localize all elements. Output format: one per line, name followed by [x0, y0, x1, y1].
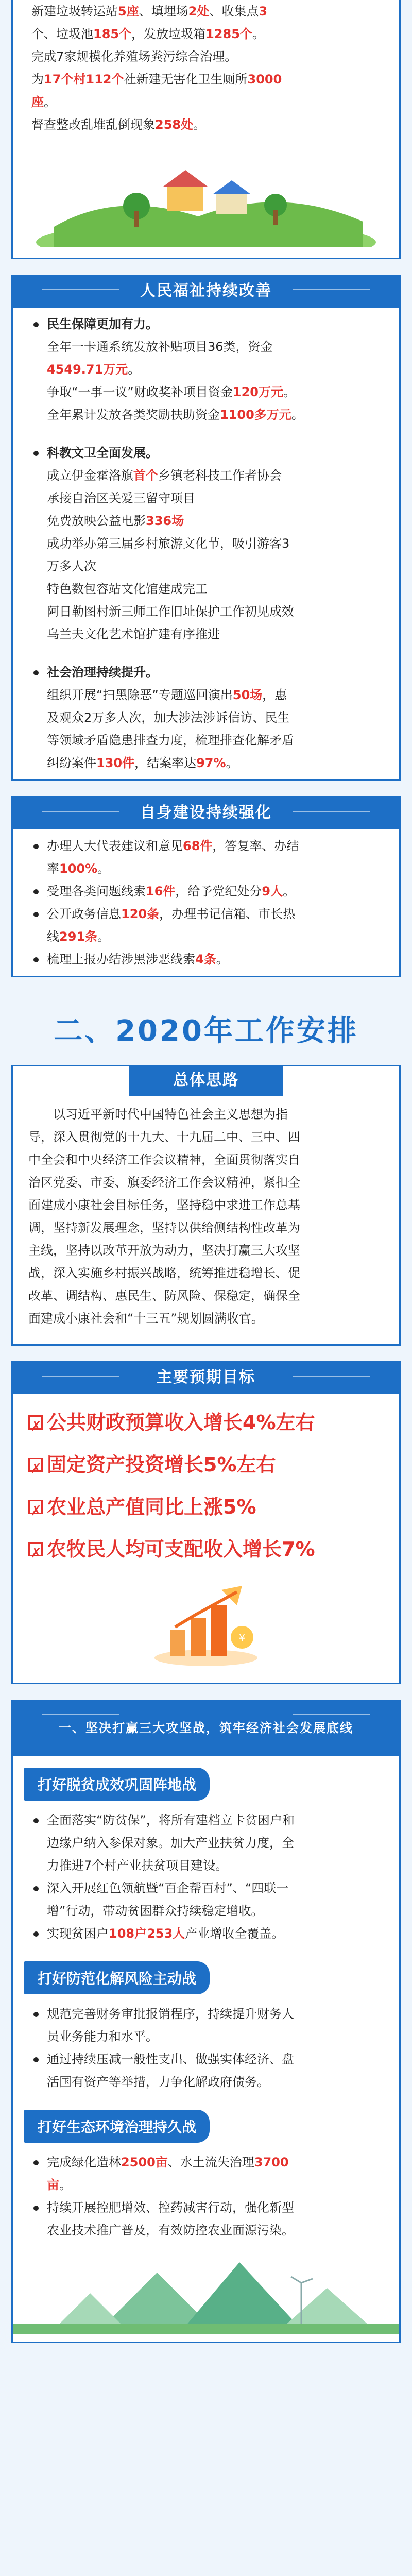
self-item-cont — [33, 857, 379, 880]
approach-line: 面建成小康社会和“十三五”规划圆满收官。 — [28, 1311, 264, 1326]
approach-line: 以习近平新时代中国特色社会主义思想为指 — [53, 1107, 288, 1122]
text: ，给予党纪处分 — [175, 884, 262, 899]
highlight: 1285个 — [205, 27, 252, 41]
welfare-line: 特色数包容站文化馆建成完工 — [47, 582, 208, 596]
self-item — [33, 880, 379, 903]
top-line-5 — [31, 91, 381, 113]
check-icon — [28, 1542, 43, 1556]
top-line-3: 完成7家规模化养殖场粪污综合治理。 — [31, 49, 237, 64]
section-title-self: 自身建设持续强化 — [11, 796, 401, 829]
welfare-line — [33, 464, 379, 487]
battle-item: 通过持续压减一般性支出、做强实体经济、盘 — [33, 2048, 379, 2071]
battle-tag: 打好防范化解风险主动战 — [24, 1961, 210, 1994]
welfare-line — [33, 684, 379, 706]
text: 、水土流失治理 — [167, 2155, 254, 2170]
top-line-2 — [31, 23, 381, 45]
text: 组织开展“扫黑除恶”专题巡回演出 — [47, 688, 233, 702]
village-scene-icon — [13, 144, 399, 247]
highlight: 68件 — [183, 839, 213, 853]
highlight: 120条 — [121, 907, 160, 921]
check-icon — [28, 1415, 43, 1430]
goal-item — [13, 1528, 399, 1570]
text: ，办理书记信箱、市长热 — [159, 907, 296, 921]
battle-item-cont: 活国有资产等举措，力争化解政府债务。 — [47, 2075, 269, 2089]
landscape-illustration — [13, 2252, 399, 2336]
highlight: 1100多万元 — [220, 408, 291, 422]
text: 乡镇老科技工作者协会 — [158, 468, 282, 483]
approach-line: 治区党委、市委、旗委经济工作会议精神，紧扣全 — [28, 1175, 300, 1190]
welfare-group-head: 科教文卫全面发展。 — [33, 442, 379, 464]
text: 梳理上报办结涉黑涉恶线索 — [47, 952, 195, 967]
battle-item-cont: 增”行动，带动贫困群众持续稳定增收。 — [47, 1904, 264, 1918]
text: ，答复率、办结 — [212, 839, 299, 853]
text: 。 — [44, 95, 56, 109]
spacer — [33, 646, 379, 661]
highlight: 座 — [31, 95, 44, 109]
text: 成立伊金霍洛旗 — [47, 468, 133, 483]
text: 线 — [47, 929, 59, 944]
welfare-line: 承接自治区关爱三留守项目 — [47, 491, 195, 505]
approach-line: 主线，坚持以改革开放为动力，坚决打赢三大攻坚 — [28, 1243, 300, 1258]
svg-text:¥: ¥ — [238, 1632, 246, 1644]
text: 受理各类问题线索 — [47, 884, 146, 899]
welfare-group-head: 民生保障更加有力。 — [33, 313, 379, 335]
text: 、填埋场 — [139, 4, 188, 19]
text: 。 — [193, 117, 206, 132]
growth-illustration — [13, 1581, 399, 1670]
welfare-line: 等领域矛盾隐患排查力度，梳理排查化解矛盾 — [47, 733, 294, 748]
village-illustration — [13, 144, 399, 247]
battle-item-cont: 边缘户纳入参保对象。加大产业扶贫力度，全 — [47, 1836, 294, 1850]
text: 产业增收全覆盖。 — [185, 1926, 284, 1941]
text: 社新建无害化卫生厕所 — [124, 72, 248, 87]
goal-text: 农业总产值同比上涨5% — [47, 1496, 256, 1518]
welfare-line — [33, 403, 379, 426]
battle-list — [13, 2146, 399, 2247]
text: 完成绿化造林 — [47, 2155, 121, 2170]
goal-text: 农牧民人均可支配收入增长7% — [47, 1538, 315, 1561]
goals-panel — [11, 1394, 401, 1684]
highlight: 130件 — [96, 756, 135, 770]
text: ，发放垃圾箱 — [131, 27, 206, 41]
text: ，惠 — [262, 688, 287, 702]
spacer — [0, 1684, 412, 1700]
section-title-battle: 一、坚决打赢三大攻坚战，筑牢经济社会发展底线 — [11, 1700, 401, 1756]
welfare-line — [33, 381, 379, 403]
text: 。 — [226, 756, 238, 770]
text: 新建垃圾转运站 — [31, 4, 118, 19]
battle-item-cont: 员业务能力和水平。 — [47, 2029, 158, 2044]
welfare-line — [33, 752, 379, 774]
highlight: 4549.71万元 — [47, 362, 128, 377]
battle-item-cont — [33, 2174, 379, 2196]
text: 争取“一事一议”财政奖补项目资金 — [47, 385, 233, 399]
spacer — [0, 1346, 412, 1361]
top-line-6 — [31, 113, 381, 136]
text: 。 — [283, 385, 296, 399]
approach-title: 总体思路 — [129, 1065, 283, 1096]
self-list — [13, 829, 399, 976]
text: 实现贫困户 — [47, 1926, 109, 1941]
welfare-line: 万多人次 — [47, 559, 96, 573]
highlight: 97% — [196, 756, 226, 770]
welfare-line: 乌兰夫文化艺术馆扩建有序推进 — [47, 627, 220, 641]
highlight: 291条 — [59, 929, 98, 944]
text: 督查整改乱堆乱倒现象 — [31, 117, 155, 132]
text: 、收集点 — [209, 4, 259, 19]
mountain-landscape-icon — [13, 2252, 399, 2334]
check-icon — [28, 1500, 43, 1514]
highlight: 4条 — [195, 952, 216, 967]
text: 。 — [291, 408, 304, 422]
highlight: 336场 — [146, 514, 184, 528]
battle-tag: 打好生态环境治理持久战 — [24, 2110, 210, 2143]
goal-item — [13, 1401, 399, 1444]
self-item — [33, 903, 379, 925]
text: 。 — [283, 884, 296, 899]
text: 。 — [252, 27, 265, 41]
highlight: 120万元 — [232, 385, 283, 399]
battle-item: 深入开展红色领航暨“百企帮百村”、“四联一 — [33, 1877, 379, 1900]
text: 纠纷案件 — [47, 756, 96, 770]
approach-line: 调，坚持新发展理念，坚持以供给侧结构性改革为 — [28, 1221, 300, 1235]
top-line-1 — [31, 0, 381, 23]
text: 公开政务信息 — [47, 907, 121, 921]
text: 免费放映公益电影 — [47, 514, 146, 528]
welfare-group-head: 社会治理持续提升。 — [33, 661, 379, 684]
approach-text — [13, 1096, 399, 1337]
top-panel — [11, 0, 401, 259]
self-item — [33, 948, 379, 971]
battle-item — [33, 1922, 379, 1945]
welfare-line — [33, 358, 379, 381]
highlight: 首个 — [133, 468, 158, 483]
section-title-welfare: 人民福祉持续改善 — [11, 275, 401, 308]
text: 率 — [47, 861, 59, 876]
battle-item: 规范完善财务审批报销程序，持续提升财务人 — [33, 2003, 379, 2025]
text: 。 — [97, 929, 110, 944]
battle-item-cont: 力推进7个村产业扶贫项目建设。 — [47, 1858, 228, 1873]
highlight: 16件 — [146, 884, 176, 899]
growth-chart-icon — [144, 1581, 268, 1668]
section-title-goals: 主要预期目标 — [11, 1361, 401, 1394]
highlight: 3700 — [254, 2155, 289, 2170]
goal-item — [13, 1444, 399, 1486]
goal-text: 公共财政预算收入增长4%左右 — [47, 1411, 315, 1434]
approach-line: 战，深入实施乡村振兴战略，统筹推进稳增长、促 — [28, 1266, 300, 1280]
highlight: 50场 — [232, 688, 263, 702]
battle-list — [13, 1997, 399, 2098]
highlight: 3 — [259, 4, 268, 19]
approach-line: 导，深入贯彻党的十九大、十九届二中、三中、四 — [28, 1130, 300, 1144]
top-line-4 — [31, 68, 381, 91]
approach-line: 中全会和中央经济工作会议精神，全面贯彻落实自 — [28, 1153, 300, 1167]
battle-panel — [11, 1756, 401, 2343]
highlight: 9人 — [262, 884, 283, 899]
battle-tag: 打好脱贫成效巩固阵地战 — [24, 1768, 210, 1801]
self-item-cont — [33, 925, 379, 948]
welfare-list — [13, 308, 399, 779]
goal-item — [13, 1486, 399, 1528]
spacer — [33, 426, 379, 442]
highlight: 258处 — [155, 117, 194, 132]
self-panel — [11, 829, 401, 977]
welfare-line: 阿日勒图村新三师工作旧址保护工作初见成效 — [47, 604, 294, 619]
goal-text: 固定资产投资增长5%左右 — [47, 1453, 276, 1476]
top-panel-text — [13, 0, 399, 139]
text: 。 — [97, 861, 110, 876]
self-item — [33, 835, 379, 857]
highlight: 3000 — [247, 72, 282, 87]
welfare-line — [33, 510, 379, 532]
battle-item-cont: 农业技术推广普及，有效防控农业面源污染。 — [47, 2223, 294, 2238]
battle-item — [33, 2151, 379, 2174]
check-icon — [28, 1458, 43, 1472]
text: 。 — [59, 2178, 72, 2192]
text: 全年累计发放各类奖励扶助资金 — [47, 408, 220, 422]
approach-line: 面建成小康社会目标任务，坚持稳中求进工作总基 — [28, 1198, 300, 1212]
spacer — [0, 781, 412, 796]
approach-panel — [11, 1065, 401, 1346]
highlight: 17个村112个 — [44, 72, 124, 87]
text: 。 — [128, 362, 141, 377]
text: 办理人大代表建议和意见 — [47, 839, 183, 853]
highlight: 2处 — [188, 4, 210, 19]
spacer — [0, 259, 412, 275]
battle-list — [13, 1804, 399, 1950]
highlight: 2500亩 — [121, 2155, 168, 2170]
highlight: 5座 — [118, 4, 139, 19]
welfare-line: 及观众2万多人次，加大涉法涉诉信访、民生 — [47, 710, 290, 725]
text: 个、垃圾池 — [31, 27, 93, 41]
welfare-line: 全年一卡通系统发放补贴项目36类，资金 — [47, 340, 273, 354]
approach-line: 改革、调结构、惠民生、防风险、保稳定，确保全 — [28, 1289, 300, 1303]
highlight: 185个 — [93, 27, 132, 41]
battle-item: 持续开展控肥增效、控药减害行动，强化新型 — [33, 2196, 379, 2219]
welfare-line: 成功举办第三届乡村旅游文化节，吸引游客3 — [47, 536, 290, 551]
text: 。 — [216, 952, 229, 967]
part2-title: 二、2020年工作安排 — [54, 1014, 358, 1048]
highlight: 100% — [59, 861, 98, 876]
highlight: 108户253人 — [109, 1926, 185, 1941]
text: 为 — [31, 72, 44, 87]
battle-item: 全面落实“防贫保”，将所有建档立卡贫困户和 — [33, 1809, 379, 1832]
welfare-panel — [11, 308, 401, 781]
highlight: 亩 — [47, 2178, 59, 2192]
text: ，结案率达 — [134, 756, 197, 770]
